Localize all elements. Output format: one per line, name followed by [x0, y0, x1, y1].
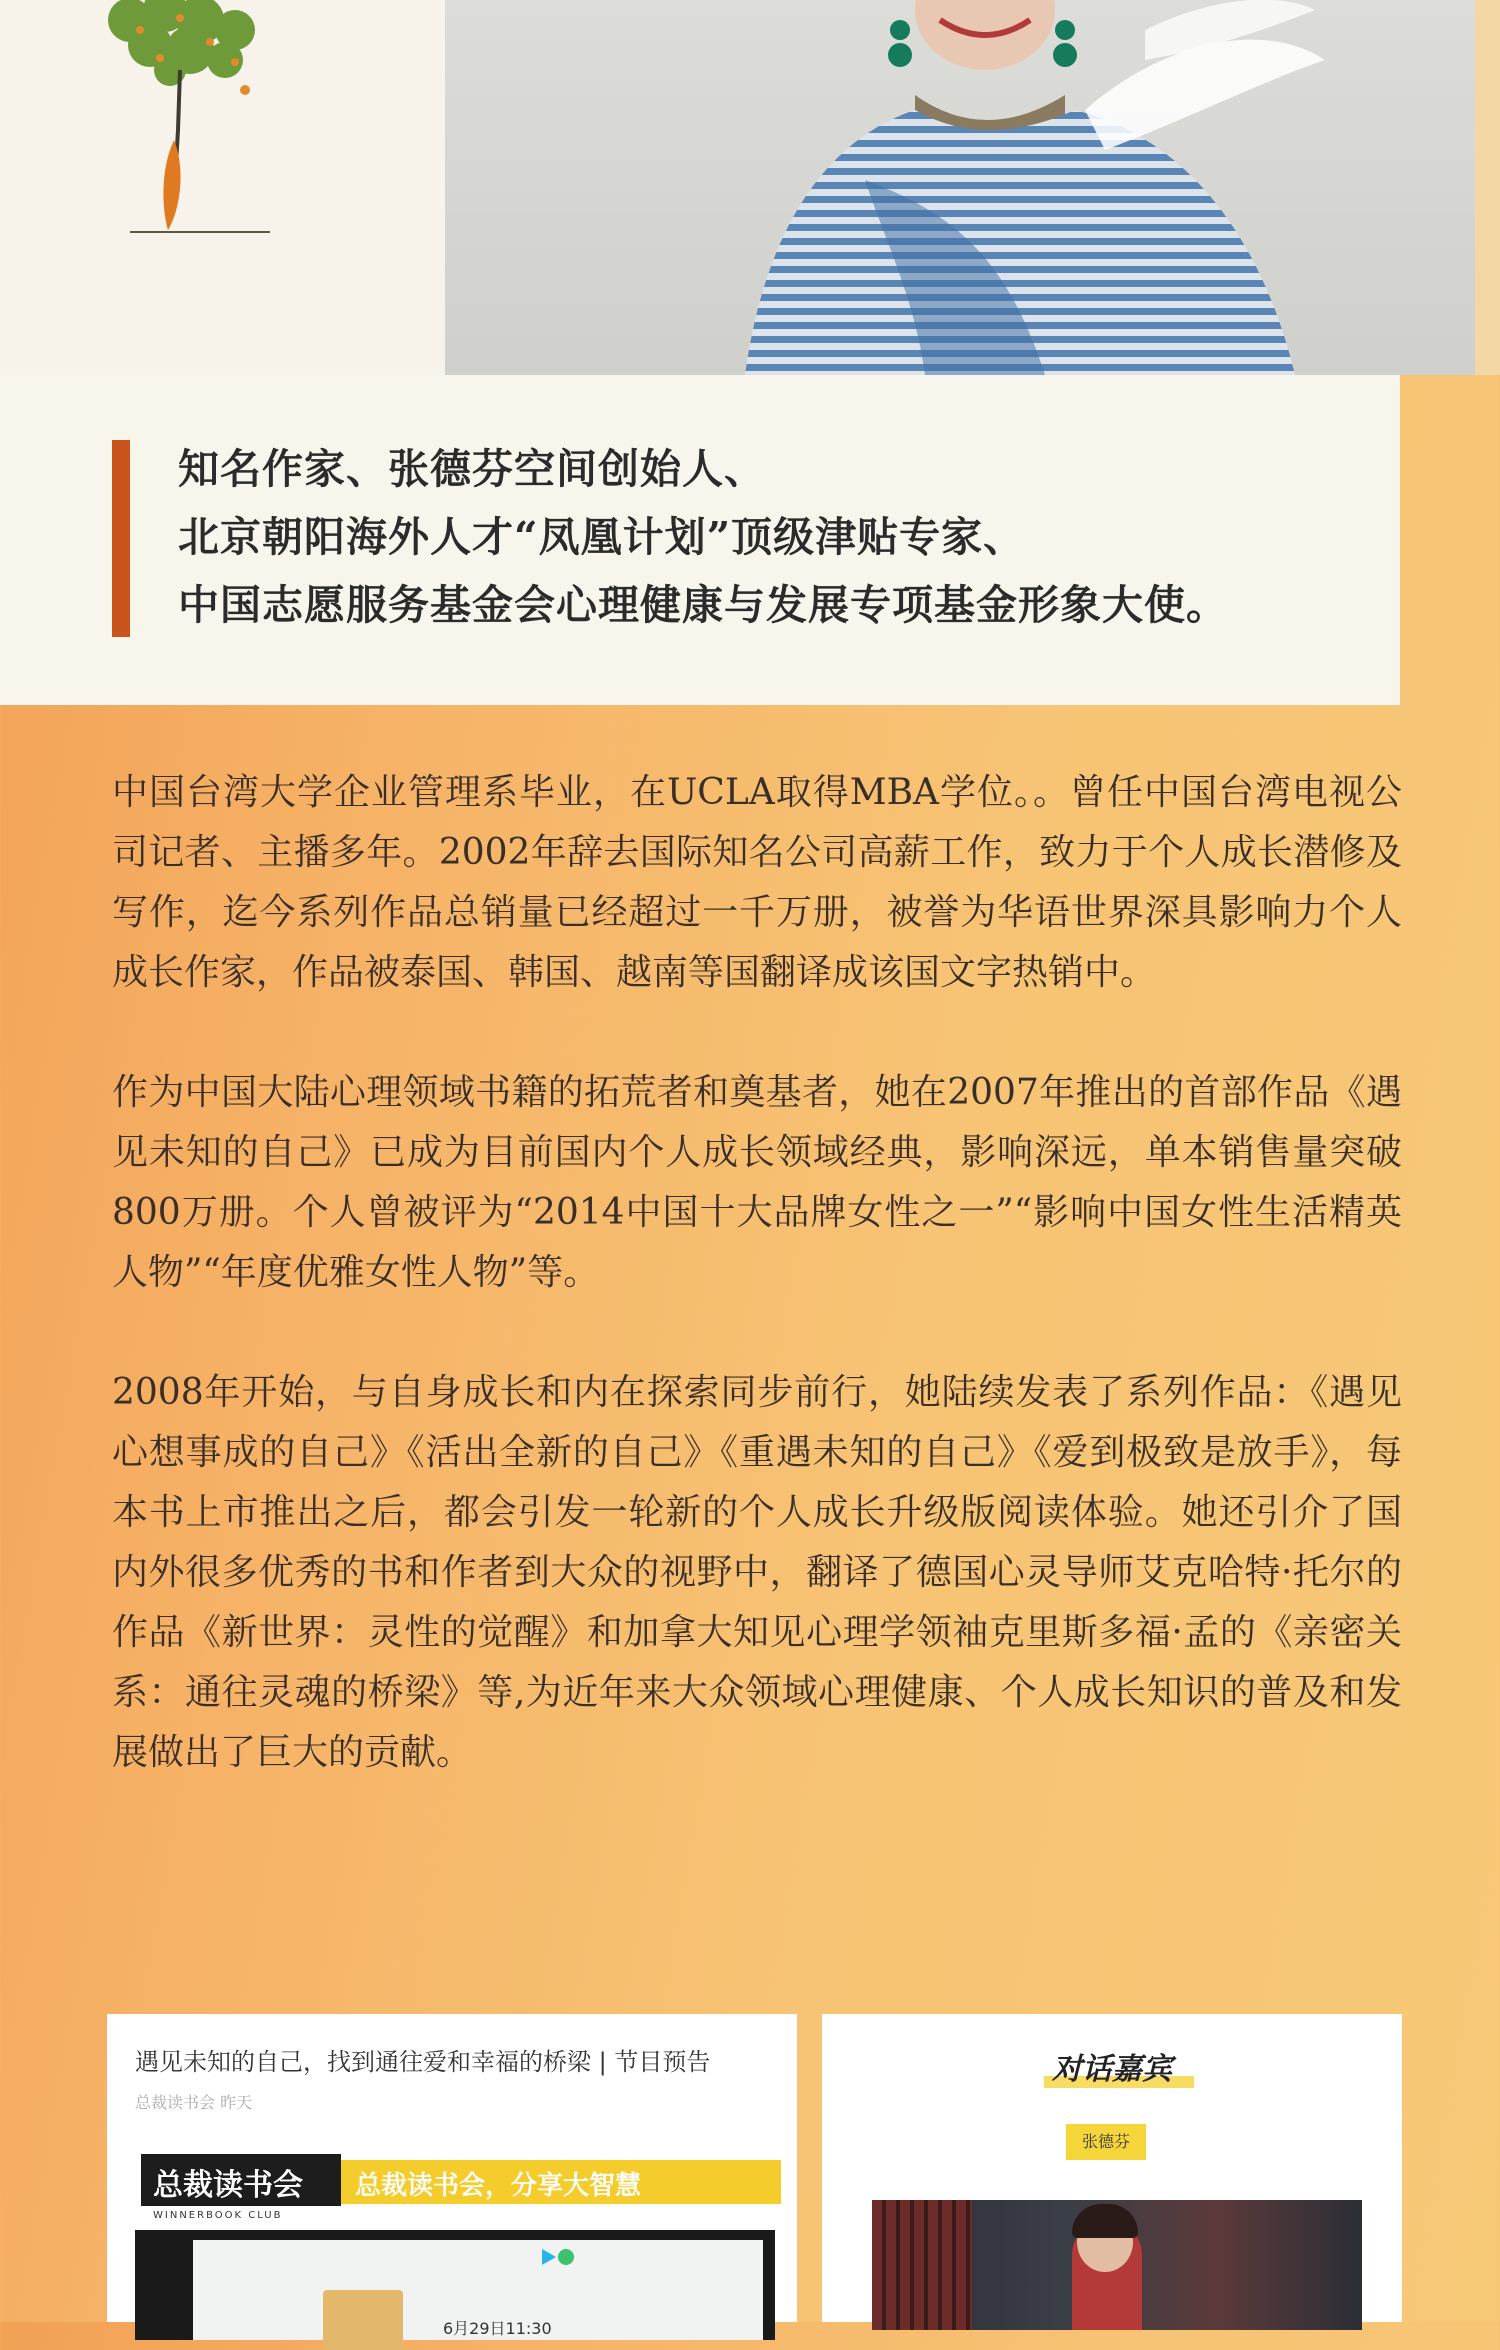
play-logo-icon	[538, 2246, 578, 2268]
article-preview-card[interactable]	[107, 2014, 797, 2338]
guest-name-tag: 张德芬	[1066, 2124, 1146, 2160]
club-banner: 总裁读书会，分享大智慧	[341, 2160, 781, 2204]
guest-card-title: 对话嘉宾	[1052, 2052, 1172, 2087]
biography	[112, 763, 1402, 1843]
hero-illustration-panel	[0, 0, 445, 375]
guest-photo	[872, 2200, 1362, 2330]
video-frame	[193, 2240, 763, 2340]
tree-illustration-icon	[70, 0, 320, 240]
broadcast-date: 6月29日11:30	[443, 2319, 552, 2338]
bio-paragraph: 作为中国大陆心理领域书籍的拓荒者和奠基者，她在2007年推出的首部作品《遇见未知的自己》已成为目前国内个人成长领域经典，影响深远，单本销售量突破800万册。个人曾被评为“2014中国十大品牌女性之一”“影响中国女性生活精英人物”“年度优雅女性人物”等。	[112, 1072, 1402, 1293]
article-meta: 总裁读书会 昨天	[135, 2093, 253, 2112]
guest-hair	[1072, 2204, 1138, 2238]
bio-paragraph: 中国台湾大学企业管理系毕业，在UCLA取得MBA学位。。曾任中国台湾电视公司记者、主播多年。2002年辞去国际知名公司高薪工作，致力于个人成长潜修及写作，迄今系列作品总销量已经超过一千万册，被誉为华语世界深具影响力个人成长作家，作品被泰国、韩国、越南等国翻译成该国文字热销中。	[112, 772, 1402, 993]
video-preview[interactable]	[135, 2230, 775, 2340]
club-logo-subtitle: WINNERBOOK CLUB	[153, 2210, 283, 2221]
portrait-icon	[445, 0, 1475, 375]
author-titles	[178, 435, 1378, 639]
hero-edge-strip	[1475, 0, 1500, 375]
title-line: 知名作家、张德芬空间创始人、	[178, 445, 766, 493]
book-thumbnail	[323, 2290, 403, 2350]
bookshelf	[872, 2200, 972, 2330]
title-line: 中国志愿服务基金会心理健康与发展专项基金形象大使。	[178, 581, 1228, 629]
club-logo: 总裁读书会	[141, 2154, 341, 2206]
article-headline[interactable]: 遇见未知的自己，找到通往爱和幸福的桥梁 | 节目预告	[135, 2048, 711, 2076]
bio-paragraph: 2008年开始，与自身成长和内在探索同步前行，她陆续发表了系列作品：《遇见心想事成的自己》《活出全新的自己》《重遇未知的自己》《爱到极致是放手》，每本书上市推出之后，都会引发一轮新的个人成长升级版阅读体验。她还引介了国内外很多优秀的书和作者到大众的视野中，翻译了德国心灵导师艾克哈特·托尔的作品《新世界：灵性的觉醒》和加拿大知见心理学领袖克里斯多福·孟的《亲密关系：通往灵魂的桥梁》等,为近年来大众领域心理健康、个人成长知识的普及和发展做出了巨大的贡献。	[112, 1372, 1402, 1773]
guest-card[interactable]	[822, 2014, 1402, 2322]
title-accent-bar	[112, 440, 130, 637]
title-line: 北京朝阳海外人才“凤凰计划”顶级津贴专家、	[178, 513, 1026, 561]
author-portrait-photo	[445, 0, 1475, 375]
